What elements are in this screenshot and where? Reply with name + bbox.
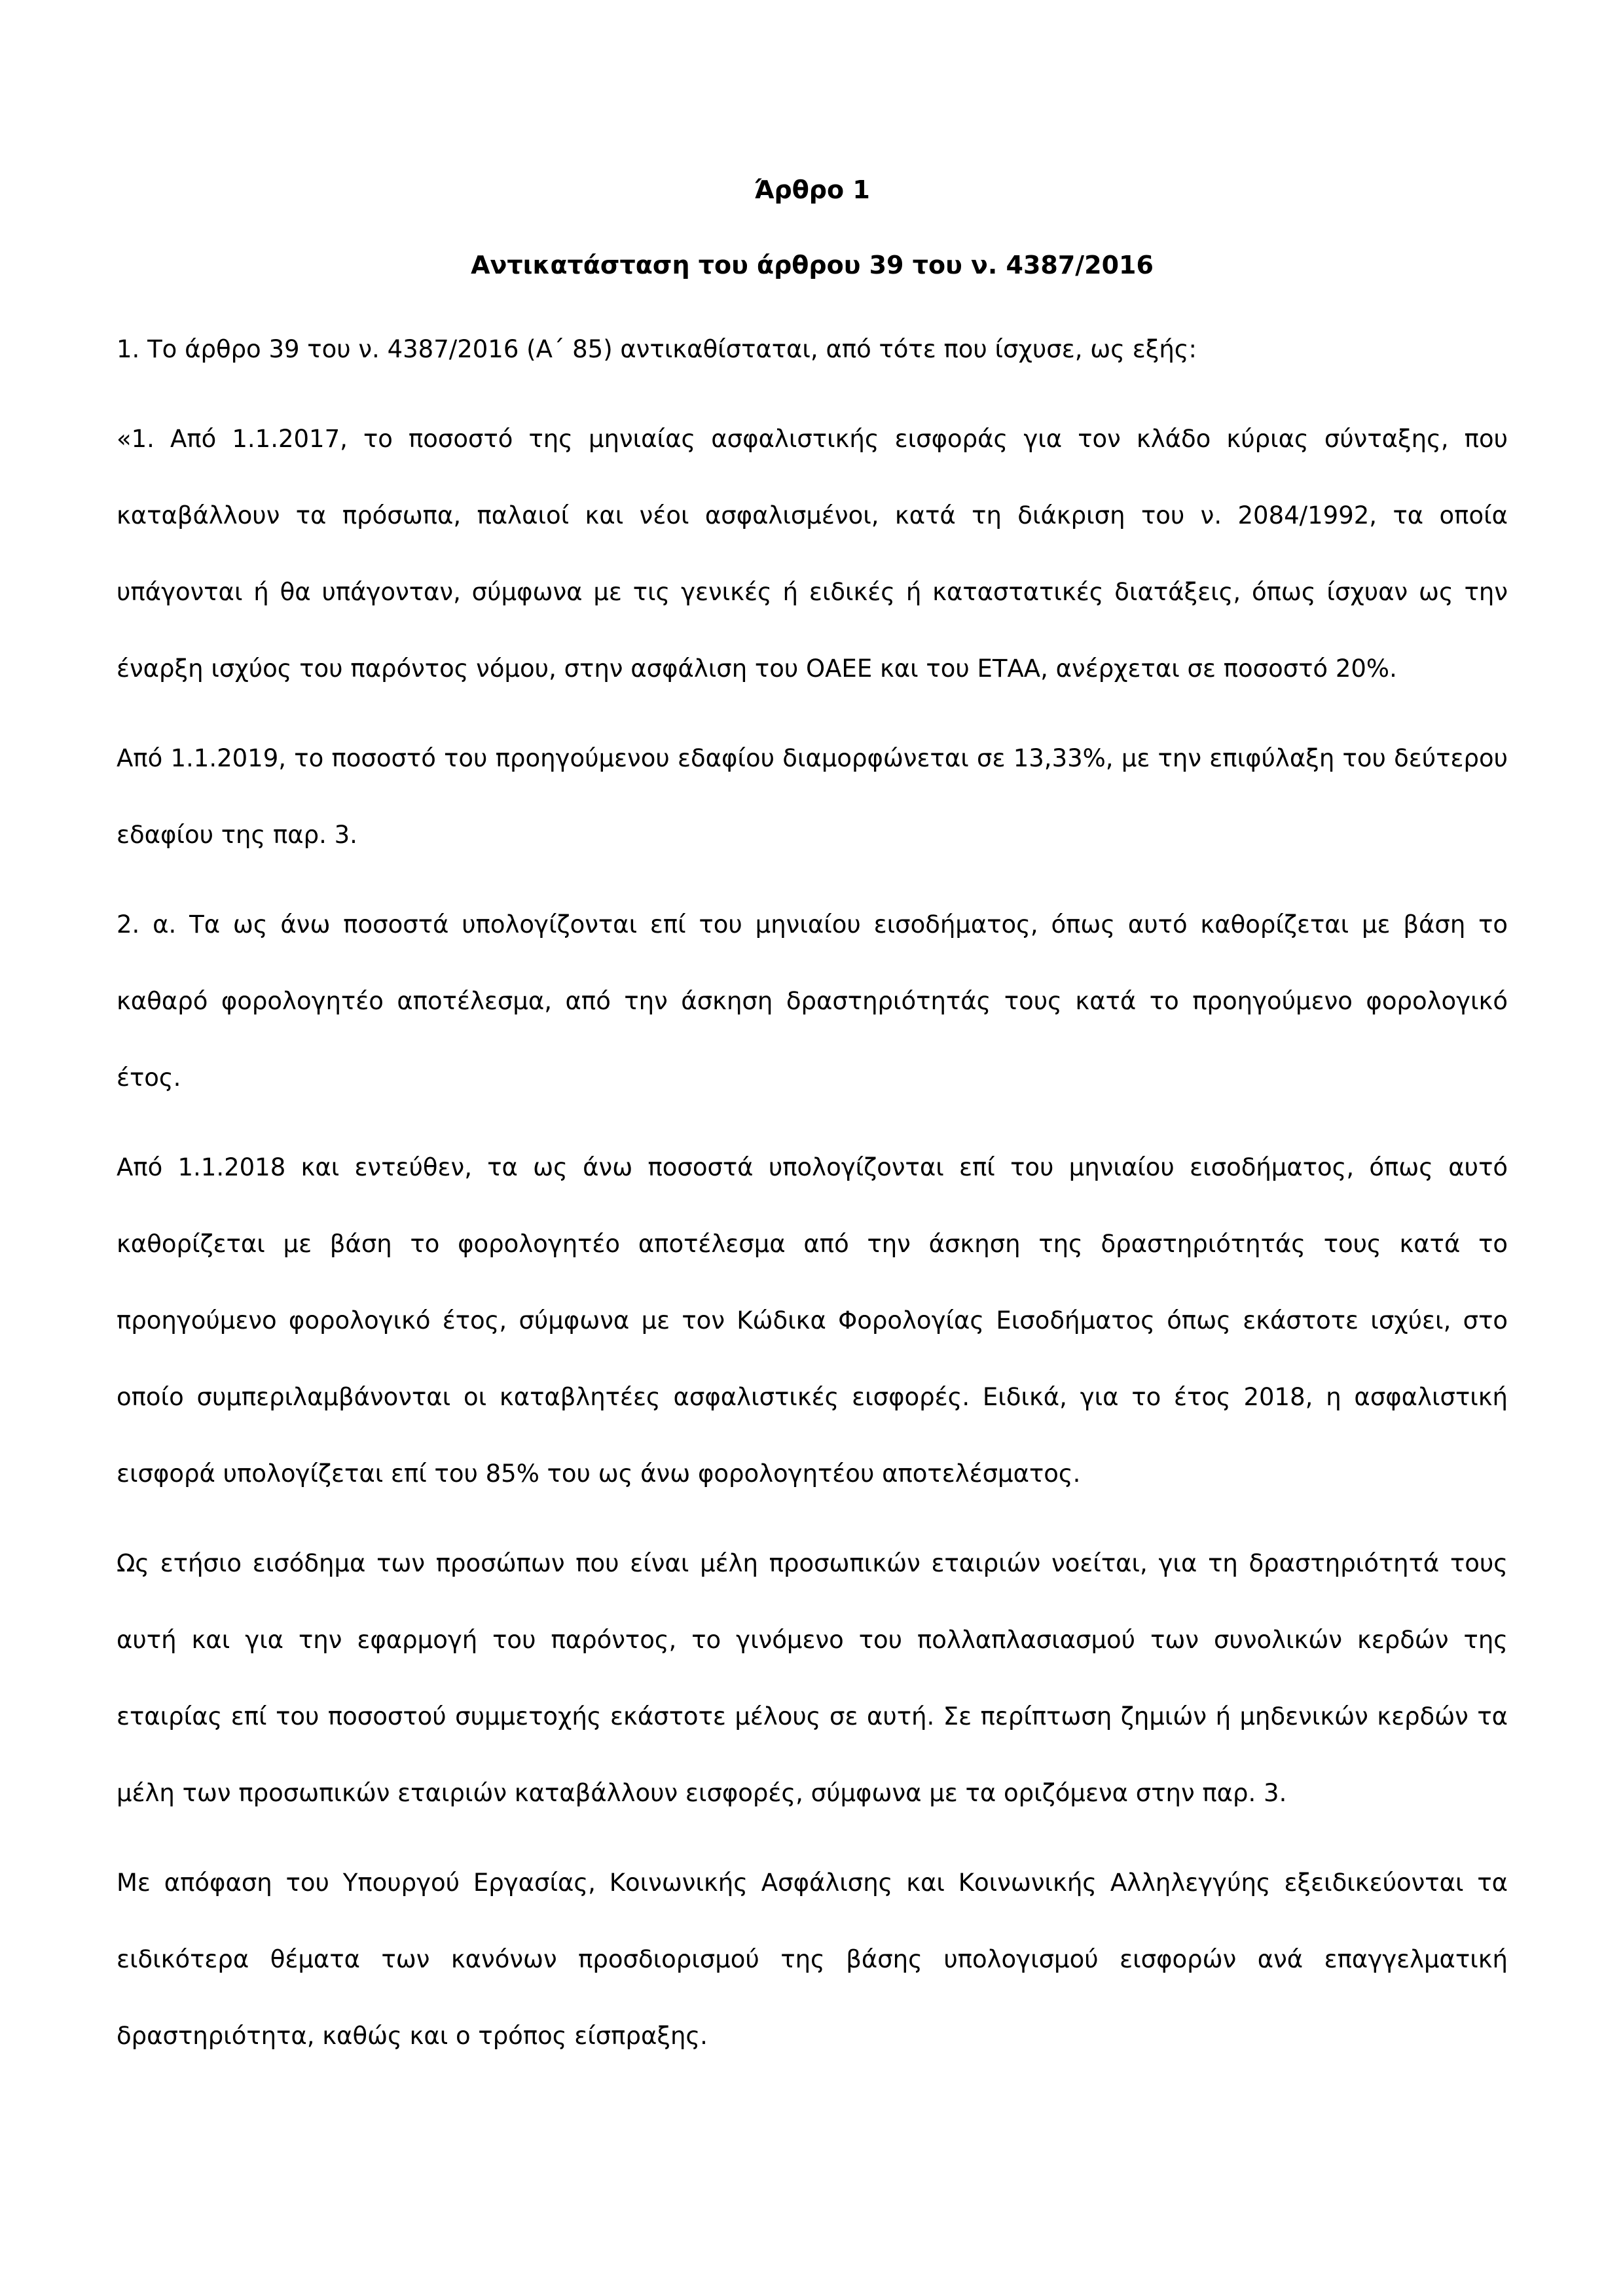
- paragraph-7: Με απόφαση του Υπουργού Εργασίας, Κοινωνικής Ασφάλισης και Κοινωνικής Αλληλεγγύης εξειδικεύονται τα ειδικότερα θέματα των κανόνων προσδιορισμού της βάσης υπολογισμού εισφορών ανά επαγγελματική δραστηριότητα, καθώς και ο τρόπος είσπραξης.: [117, 1869, 1508, 2050]
- paragraph-6: Ως ετήσιο εισόδημα των προσώπων που είναι μέλη προσωπικών εταιριών νοείται, για τη δραστηριότητά τους αυτή και για την εφαρμογή του παρόντος, το γινόμενο του πολλαπλασιασμού των συνολικών κερδών της εταιρίας επί του ποσοστού συμμετοχής εκάστοτε μέλους σε αυτή. Σε περίπτωση ζημιών ή μηδενικών κερδών τα μέλη των προσωπικών εταιριών καταβάλλουν εισφορές, σύμφωνα με τα οριζόμενα στην παρ. 3.: [117, 1549, 1508, 1807]
- article-subtitle: Αντικατάσταση του άρθρου 39 του ν. 4387/2016: [471, 251, 1154, 279]
- paragraph-3: Από 1.1.2019, το ποσοστό του προηγούμενου εδαφίου διαμορφώνεται σε 13,33%, με την επιφύλαξη του δεύτερου εδαφίου της παρ. 3.: [117, 744, 1508, 849]
- paragraph-4: 2. α. Τα ως άνω ποσοστά υπολογίζονται επί του μηνιαίου εισοδήματος, όπως αυτό καθορίζεται με βάση το καθαρό φορολογητέο αποτέλεσμα, από την άσκηση δραστηριότητάς τους κατά το προηγούμενο φορολογικό έτος.: [117, 910, 1508, 1092]
- article-title: Άρθρο 1: [754, 175, 870, 204]
- paragraph-1: 1. Το άρθρο 39 του ν. 4387/2016 (Α΄ 85) αντικαθίσταται, από τότε που ίσχυσε, ως εξής:: [117, 335, 1197, 363]
- paragraph-5: Από 1.1.2018 και εντεύθεν, τα ως άνω ποσοστά υπολογίζονται επί του μηνιαίου εισοδήματος, όπως αυτό καθορίζεται με βάση το φορολογητέο αποτέλεσμα από την άσκηση της δραστηριότητάς τους κατά το προηγούμενο φορολογικό έτος, σύμφωνα με τον Κώδικα Φορολογίας Εισοδήματος όπως εκάστοτε ισχύει, στο οποίο συμπεριλαμβάνονται οι καταβλητέες ασφαλιστικές εισφορές. Ειδικά, για το έτος 2018, η ασφαλιστική εισφορά υπολογίζεται επί του 85% του ως άνω φορολογητέου αποτελέσματος.: [117, 1153, 1508, 1488]
- paragraph-2: «1. Από 1.1.2017, το ποσοστό της μηνιαίας ασφαλιστικής εισφοράς για τον κλάδο κύριας σύνταξης, που καταβάλλουν τα πρόσωπα, παλαιοί και νέοι ασφαλισμένοι, κατά τη διάκριση του ν. 2084/1992, τα οποία υπάγονται ή θα υπάγονταν, σύμφωνα με τις γενικές ή ειδικές ή καταστατικές διατάξεις, όπως ίσχυαν ως την έναρξη ισχύος του παρόντος νόμου, στην ασφάλιση του ΟΑΕΕ και του ΕΤΑΑ, ανέρχεται σε ποσοστό 20%.: [117, 425, 1508, 683]
- document-page: [117, 170, 1508, 2087]
